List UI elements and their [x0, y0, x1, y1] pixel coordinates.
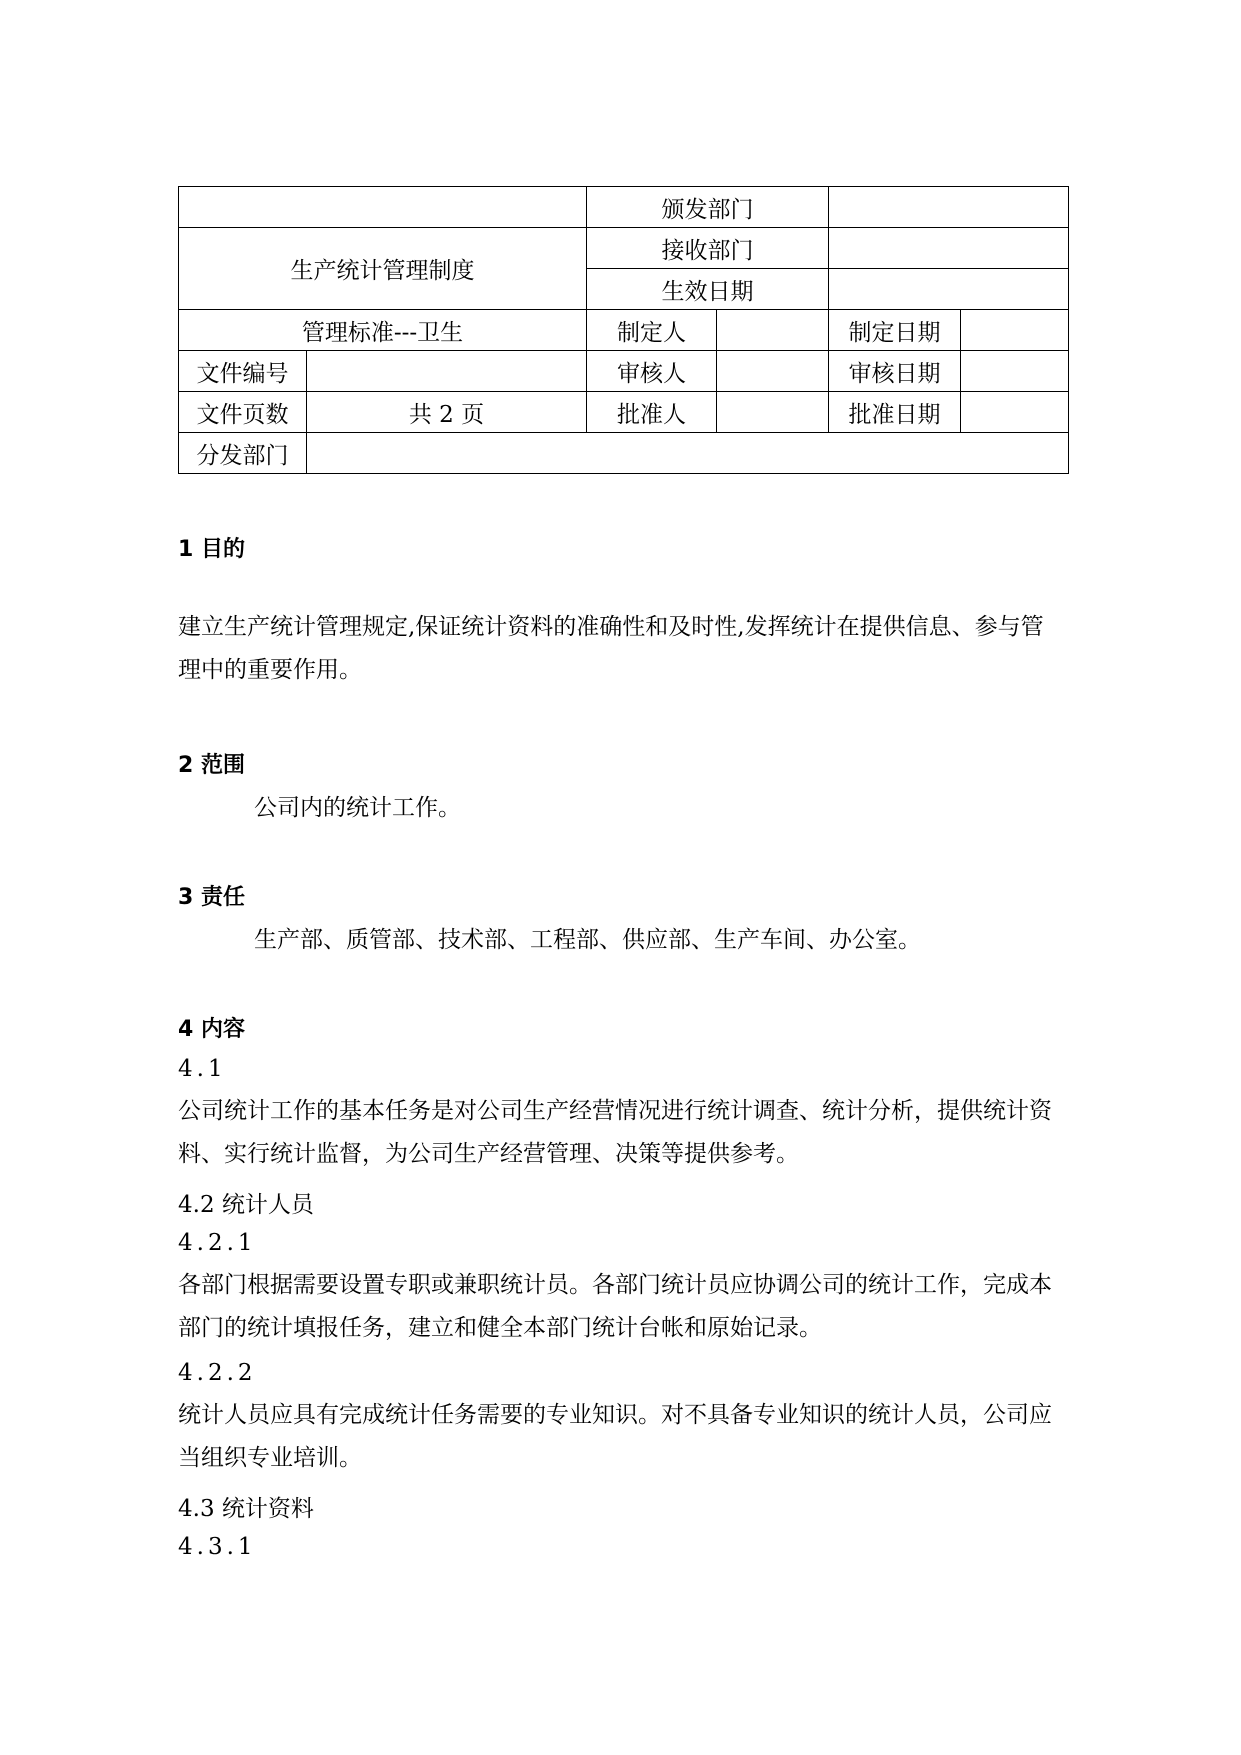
draft-date-label: 制定日期: [829, 310, 961, 351]
distribution-label: 分发部门: [179, 433, 307, 474]
receive-dept-label: 接收部门: [587, 228, 829, 269]
section-3-title: 3 责任: [178, 885, 245, 910]
review-date-value: [961, 351, 1069, 392]
clause-4-2-heading: 4.2 统计人员: [178, 1192, 314, 1218]
clause-4-3-heading: 4.3 统计资料: [178, 1496, 314, 1522]
clause-4-2-1-text: 各部门根据需要设置专职或兼职统计员。各部门统计员应协调公司的统计工作，完成本部门的统计填报任务，建立和健全本部门统计台帐和原始记录。: [178, 1272, 1052, 1341]
clause-4-2-2-number: 4.2.2: [178, 1360, 257, 1386]
standard-name: 管理标准---卫生: [179, 310, 587, 351]
clause-4-2-2-text: 统计人员应具有完成统计任务需要的专业知识。对不具备专业知识的统计人员，公司应当组织专业培训。: [178, 1402, 1052, 1471]
issue-dept-label: 颁发部门: [587, 187, 829, 228]
section-3-text: 生产部、质管部、技术部、工程部、供应部、生产车间、办公室。: [254, 927, 921, 953]
review-date-label: 审核日期: [829, 351, 961, 392]
reviewer-value: [717, 351, 829, 392]
header-table: [178, 186, 1069, 474]
document-title: 生产统计管理制度: [179, 228, 587, 310]
clause-4-1-text: 公司统计工作的基本任务是对公司生产经营情况进行统计调查、统计分析，提供统计资料、实行统计监督，为公司生产经营管理、决策等提供参考。: [178, 1098, 1052, 1167]
approver-value: [717, 392, 829, 433]
doc-no-label: 文件编号: [179, 351, 307, 392]
drafter-value: [717, 310, 829, 351]
section-1-text: 建立生产统计管理规定,保证统计资料的准确性和及时性,发挥统计在提供信息、参与管理中的重要作用。: [178, 614, 1044, 683]
title-top-cell: [179, 187, 587, 228]
section-1-title: 1 目的: [178, 537, 245, 562]
draft-date-value: [961, 310, 1069, 351]
page-count-label: 文件页数: [179, 392, 307, 433]
section-2-text: 公司内的统计工作。: [254, 795, 461, 821]
approver-label: 批准人: [587, 392, 717, 433]
section-4-title: 4 内容: [178, 1017, 245, 1042]
clause-4-2-1-number: 4.2.1: [178, 1230, 257, 1256]
approve-date-label: 批准日期: [829, 392, 961, 433]
approve-date-value: [961, 392, 1069, 433]
clause-4-3-1-number: 4.3.1: [178, 1534, 257, 1560]
clause-4-1-number: 4.1: [178, 1056, 227, 1082]
doc-no-value: [307, 351, 587, 392]
section-2-title: 2 范围: [178, 753, 245, 778]
receive-dept-value: [829, 228, 1069, 269]
effective-date-label: 生效日期: [587, 269, 829, 310]
page-count-value: 共 2 页: [307, 392, 587, 433]
distribution-value: [307, 433, 1069, 474]
issue-dept-value: [829, 187, 1069, 228]
effective-date-value: [829, 269, 1069, 310]
drafter-label: 制定人: [587, 310, 717, 351]
reviewer-label: 审核人: [587, 351, 717, 392]
